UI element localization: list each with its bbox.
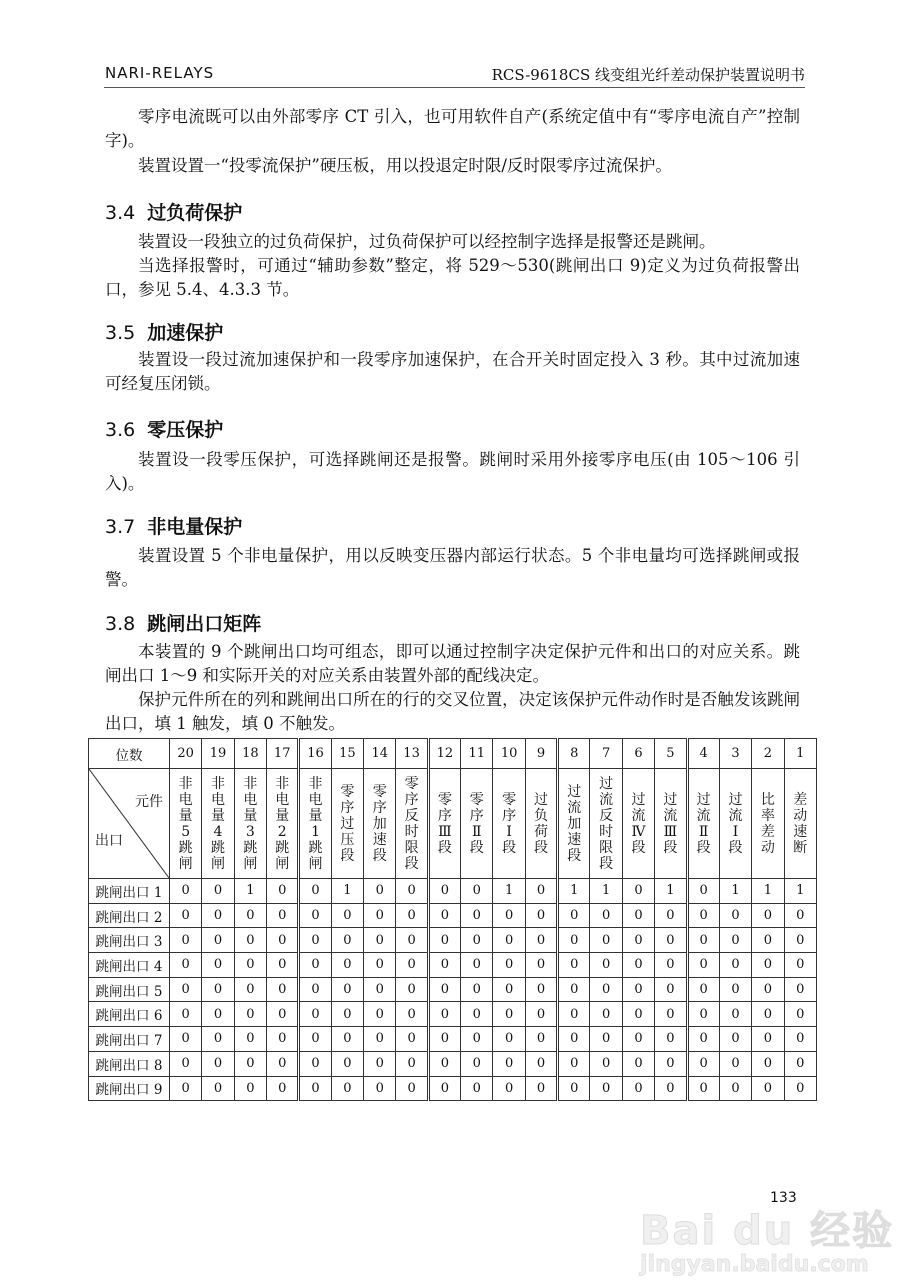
matrix-value: 0	[234, 1051, 266, 1076]
matrix-value: 0	[364, 928, 396, 953]
table-row	[89, 977, 817, 1002]
matrix-value: 0	[493, 1002, 525, 1027]
matrix-value: 0	[622, 1051, 654, 1076]
header-brand: NARI-RELAYS	[105, 64, 215, 82]
matrix-value: 0	[267, 977, 299, 1002]
output-label: 出口	[95, 833, 123, 849]
diagonal-line	[89, 769, 169, 878]
matrix-value: 0	[622, 1027, 654, 1052]
component-name	[170, 769, 202, 879]
matrix-value: 0	[752, 1076, 784, 1101]
matrix-value: 0	[267, 879, 299, 904]
component-name	[234, 769, 266, 879]
component-name	[364, 769, 396, 879]
matrix-value: 0	[461, 1051, 493, 1076]
bit-number: 4	[687, 739, 719, 769]
component-text: 零序反时限段	[404, 775, 419, 872]
matrix-value: 0	[525, 903, 557, 928]
matrix-value: 0	[493, 1027, 525, 1052]
matrix-value: 0	[655, 903, 687, 928]
bit-number: 8	[558, 739, 590, 769]
matrix-value: 0	[558, 928, 590, 953]
matrix-value: 0	[687, 903, 719, 928]
paragraph: 装置设置一“投零流保护”硬压板，用以投退定时限/反时限零序过流保护。	[138, 156, 672, 175]
matrix-value: 0	[655, 1027, 687, 1052]
component-row	[89, 769, 817, 879]
matrix-value: 0	[590, 1076, 622, 1101]
output-name: 跳闸出口 8	[89, 1051, 170, 1076]
matrix-value: 0	[299, 1027, 331, 1052]
matrix-value: 0	[558, 1002, 590, 1027]
matrix-value: 0	[558, 977, 590, 1002]
component-name	[687, 769, 719, 879]
trip-output-matrix-table	[88, 738, 817, 1101]
matrix-value: 0	[655, 953, 687, 978]
watermark-url: jingyan.baidu.com	[640, 1252, 869, 1277]
diagonal-header-cell	[89, 769, 170, 879]
matrix-value: 0	[590, 928, 622, 953]
matrix-value: 0	[719, 1051, 751, 1076]
matrix-value: 0	[170, 903, 202, 928]
matrix-value: 0	[299, 928, 331, 953]
matrix-value: 0	[558, 1051, 590, 1076]
component-text: 比率差动	[760, 791, 775, 856]
component-text: 非电量4跳闸	[211, 775, 226, 872]
matrix-value: 0	[622, 1002, 654, 1027]
matrix-value: 0	[493, 977, 525, 1002]
matrix-value: 0	[655, 928, 687, 953]
matrix-value: 0	[590, 903, 622, 928]
matrix-value: 0	[558, 1076, 590, 1101]
bit-number: 20	[170, 739, 202, 769]
bit-number: 5	[655, 739, 687, 769]
component-text: 零序Ⅲ段	[437, 791, 452, 856]
component-name	[461, 769, 493, 879]
section-heading: 3.4 过负荷保护	[105, 202, 243, 224]
matrix-value: 0	[590, 1002, 622, 1027]
matrix-value: 0	[364, 1051, 396, 1076]
matrix-value: 0	[299, 1076, 331, 1101]
output-name: 跳闸出口 3	[89, 928, 170, 953]
paragraph: 当选择报警时，可通过“辅助参数”整定，将 529～530(跳闸出口 9)定义为过负荷报警出口，参见 5.4、4.3.3 节。	[105, 256, 800, 299]
component-text: 过负荷段	[533, 791, 548, 856]
output-name: 跳闸出口 6	[89, 1002, 170, 1027]
matrix-value: 0	[331, 953, 363, 978]
bit-number: 10	[493, 739, 525, 769]
matrix-value: 0	[428, 1027, 460, 1052]
matrix-value: 0	[784, 928, 816, 953]
bit-number: 9	[525, 739, 557, 769]
bit-number: 17	[267, 739, 299, 769]
component-name	[655, 769, 687, 879]
matrix-value: 0	[461, 1076, 493, 1101]
matrix-value: 0	[364, 903, 396, 928]
table-row	[89, 1002, 817, 1027]
matrix-value: 0	[428, 1051, 460, 1076]
component-text: 零序过压段	[340, 783, 355, 864]
matrix-value: 0	[687, 1076, 719, 1101]
matrix-value: 0	[331, 1002, 363, 1027]
component-name	[202, 769, 234, 879]
matrix-value: 0	[719, 928, 751, 953]
component-text: 过流反时限段	[599, 775, 614, 872]
matrix-value: 1	[719, 879, 751, 904]
matrix-value: 0	[784, 903, 816, 928]
matrix-value: 0	[784, 1051, 816, 1076]
component-text: 零序Ⅱ段	[469, 791, 484, 856]
table-row	[89, 1027, 817, 1052]
matrix-value: 1	[331, 879, 363, 904]
component-text: 非电量1跳闸	[308, 775, 323, 872]
matrix-value: 0	[331, 903, 363, 928]
component-name	[525, 769, 557, 879]
component-text: 过流Ⅱ段	[696, 791, 711, 856]
matrix-value: 0	[461, 928, 493, 953]
matrix-value: 0	[234, 903, 266, 928]
matrix-value: 0	[234, 1027, 266, 1052]
matrix-value: 1	[784, 879, 816, 904]
matrix-value: 0	[493, 953, 525, 978]
matrix-value: 0	[267, 953, 299, 978]
matrix-value: 0	[299, 977, 331, 1002]
matrix-value: 0	[784, 977, 816, 1002]
bit-number: 13	[396, 739, 428, 769]
matrix-value: 0	[687, 928, 719, 953]
matrix-value: 0	[461, 1002, 493, 1027]
section-heading: 3.5 加速保护	[105, 322, 224, 344]
matrix-value: 0	[396, 903, 428, 928]
matrix-value: 0	[525, 1051, 557, 1076]
matrix-value: 0	[525, 953, 557, 978]
matrix-value: 0	[687, 1002, 719, 1027]
matrix-value: 0	[331, 928, 363, 953]
matrix-value: 0	[493, 928, 525, 953]
matrix-value: 0	[461, 953, 493, 978]
component-name	[396, 769, 428, 879]
component-name	[267, 769, 299, 879]
matrix-value: 0	[622, 1076, 654, 1101]
component-text: 过流Ⅳ段	[631, 791, 646, 856]
matrix-value: 0	[331, 1076, 363, 1101]
section-heading: 3.8 跳闸出口矩阵	[105, 613, 262, 635]
matrix-value: 0	[752, 977, 784, 1002]
matrix-value: 0	[202, 1051, 234, 1076]
component-name	[331, 769, 363, 879]
watermark-brand: Bai du 经验	[640, 1208, 895, 1254]
matrix-value: 0	[687, 879, 719, 904]
matrix-value: 0	[170, 1002, 202, 1027]
matrix-value: 0	[752, 1002, 784, 1027]
matrix-value: 0	[461, 977, 493, 1002]
component-text: 过流加速段	[567, 783, 582, 864]
matrix-value: 0	[234, 953, 266, 978]
matrix-value: 0	[622, 879, 654, 904]
matrix-value: 0	[234, 1076, 266, 1101]
matrix-value: 0	[428, 977, 460, 1002]
matrix-value: 0	[170, 1051, 202, 1076]
matrix-value: 0	[299, 953, 331, 978]
matrix-value: 1	[558, 879, 590, 904]
matrix-value: 0	[202, 977, 234, 1002]
matrix-value: 1	[752, 879, 784, 904]
matrix-value: 0	[525, 879, 557, 904]
matrix-value: 0	[525, 1076, 557, 1101]
matrix-value: 0	[622, 928, 654, 953]
matrix-value: 0	[558, 903, 590, 928]
matrix-value: 0	[719, 903, 751, 928]
matrix-value: 0	[364, 879, 396, 904]
bit-number: 7	[590, 739, 622, 769]
bit-number: 6	[622, 739, 654, 769]
header-divider	[104, 87, 805, 88]
component-text: 非电量2跳闸	[275, 775, 290, 872]
matrix-value: 0	[655, 1002, 687, 1027]
matrix-value: 1	[234, 879, 266, 904]
table-row	[89, 953, 817, 978]
matrix-value: 0	[202, 879, 234, 904]
matrix-value: 0	[752, 903, 784, 928]
section-heading: 3.6 零压保护	[105, 419, 224, 441]
matrix-value: 0	[364, 1002, 396, 1027]
matrix-value: 0	[752, 928, 784, 953]
section-heading: 3.7 非电量保护	[105, 516, 243, 538]
matrix-value: 0	[202, 903, 234, 928]
output-name: 跳闸出口 9	[89, 1076, 170, 1101]
matrix-value: 0	[364, 1076, 396, 1101]
component-name	[299, 769, 331, 879]
matrix-value: 0	[655, 1051, 687, 1076]
matrix-value: 0	[428, 1002, 460, 1027]
component-name	[590, 769, 622, 879]
matrix-value: 0	[719, 953, 751, 978]
matrix-value: 0	[396, 928, 428, 953]
matrix-value: 0	[655, 1076, 687, 1101]
component-text: 过流Ⅲ段	[663, 791, 678, 856]
matrix-value: 0	[428, 879, 460, 904]
matrix-value: 0	[202, 953, 234, 978]
matrix-value: 0	[719, 977, 751, 1002]
matrix-value: 0	[170, 1076, 202, 1101]
matrix-value: 0	[267, 928, 299, 953]
matrix-value: 0	[428, 1076, 460, 1101]
bit-number: 18	[234, 739, 266, 769]
matrix-value: 0	[525, 1002, 557, 1027]
matrix-value: 1	[493, 879, 525, 904]
matrix-value: 0	[170, 879, 202, 904]
bit-number: 12	[428, 739, 460, 769]
matrix-value: 0	[202, 1027, 234, 1052]
matrix-value: 0	[525, 977, 557, 1002]
matrix-value: 0	[752, 1027, 784, 1052]
component-text: 零序加速段	[372, 783, 387, 864]
matrix-value: 0	[267, 1051, 299, 1076]
matrix-value: 0	[396, 879, 428, 904]
output-name: 跳闸出口 2	[89, 903, 170, 928]
matrix-value: 0	[170, 977, 202, 1002]
matrix-value: 0	[752, 953, 784, 978]
paragraph: 装置设一段独立的过负荷保护，过负荷保护可以经控制字选择是报警还是跳闸。	[138, 232, 716, 251]
matrix-value: 0	[396, 953, 428, 978]
bit-number: 16	[299, 739, 331, 769]
matrix-value: 0	[364, 1027, 396, 1052]
matrix-value: 0	[590, 953, 622, 978]
matrix-value: 0	[784, 1027, 816, 1052]
matrix-value: 0	[396, 1076, 428, 1101]
matrix-value: 0	[299, 903, 331, 928]
output-name: 跳闸出口 4	[89, 953, 170, 978]
matrix-value: 0	[364, 977, 396, 1002]
matrix-value: 0	[622, 903, 654, 928]
bit-row	[89, 739, 817, 769]
matrix-value: 0	[493, 1076, 525, 1101]
table-row	[89, 879, 817, 904]
matrix-value: 0	[234, 1002, 266, 1027]
matrix-value: 0	[784, 953, 816, 978]
matrix-value: 0	[622, 977, 654, 1002]
matrix-value: 0	[234, 928, 266, 953]
component-text: 差动速断	[793, 791, 808, 856]
matrix-value: 0	[687, 1051, 719, 1076]
matrix-value: 0	[655, 977, 687, 1002]
paragraph: 零序电流既可以由外部零序 CT 引入，也可用软件自产(系统定值中有“零序电流自产”控制字)。	[105, 107, 800, 150]
matrix-value: 0	[396, 1051, 428, 1076]
matrix-value: 0	[299, 1051, 331, 1076]
matrix-value: 0	[428, 903, 460, 928]
component-label: 元件	[135, 794, 163, 810]
bit-number: 15	[331, 739, 363, 769]
matrix-value: 0	[784, 1002, 816, 1027]
bit-number: 1	[784, 739, 816, 769]
matrix-value: 0	[590, 1027, 622, 1052]
bit-number: 2	[752, 739, 784, 769]
component-text: 非电量3跳闸	[243, 775, 258, 872]
matrix-value: 0	[687, 977, 719, 1002]
component-text: 零序Ⅰ段	[502, 791, 517, 856]
page-number: 133	[770, 1190, 797, 1206]
matrix-value: 0	[687, 1027, 719, 1052]
matrix-value: 0	[202, 1076, 234, 1101]
matrix-value: 0	[299, 879, 331, 904]
matrix-value: 0	[525, 1027, 557, 1052]
matrix-value: 0	[331, 977, 363, 1002]
matrix-value: 0	[202, 928, 234, 953]
matrix-value: 0	[331, 1051, 363, 1076]
bit-number: 11	[461, 739, 493, 769]
matrix-value: 0	[428, 928, 460, 953]
table-row	[89, 1076, 817, 1101]
matrix-value: 0	[267, 1076, 299, 1101]
matrix-value: 0	[267, 1002, 299, 1027]
matrix-value: 0	[170, 953, 202, 978]
matrix-value: 0	[267, 1027, 299, 1052]
matrix-value: 0	[461, 879, 493, 904]
matrix-value: 0	[396, 977, 428, 1002]
matrix-value: 0	[558, 953, 590, 978]
matrix-value: 0	[234, 977, 266, 1002]
matrix-value: 0	[396, 1027, 428, 1052]
matrix-value: 0	[331, 1027, 363, 1052]
bit-number: 3	[719, 739, 751, 769]
output-name: 跳闸出口 5	[89, 977, 170, 1002]
table-row	[89, 1051, 817, 1076]
bit-label: 位数	[89, 739, 170, 769]
component-name	[719, 769, 751, 879]
matrix-value: 0	[170, 1027, 202, 1052]
matrix-value: 0	[493, 1051, 525, 1076]
output-name: 跳闸出口 7	[89, 1027, 170, 1052]
matrix-value: 0	[267, 903, 299, 928]
component-name	[784, 769, 816, 879]
matrix-value: 0	[752, 1051, 784, 1076]
matrix-value: 0	[719, 1027, 751, 1052]
matrix-value: 0	[364, 953, 396, 978]
header-doc-title: RCS-9618CS 线变组光纤差动保护装置说明书	[491, 66, 805, 84]
matrix-value: 0	[202, 1002, 234, 1027]
component-name	[493, 769, 525, 879]
matrix-value: 0	[558, 1027, 590, 1052]
matrix-value: 0	[719, 1002, 751, 1027]
matrix-value: 0	[719, 1076, 751, 1101]
component-name	[752, 769, 784, 879]
matrix-value: 0	[687, 953, 719, 978]
matrix-value: 0	[622, 953, 654, 978]
paragraph: 装置设一段过流加速保护和一段零序加速保护，在合开关时固定投入 3 秒。其中过流加速可经复压闭锁。	[105, 350, 800, 393]
matrix-value: 0	[590, 1051, 622, 1076]
matrix-value: 0	[590, 977, 622, 1002]
paragraph: 装置设一段零压保护，可选择跳闸还是报警。跳闸时采用外接零序电压(由 105～106 引入)。	[105, 450, 800, 493]
matrix-value: 1	[655, 879, 687, 904]
component-name	[622, 769, 654, 879]
matrix-value: 0	[784, 1076, 816, 1101]
component-name	[428, 769, 460, 879]
matrix-value: 0	[428, 953, 460, 978]
matrix-value: 0	[493, 903, 525, 928]
component-name	[558, 769, 590, 879]
matrix-value: 0	[170, 928, 202, 953]
matrix-value: 0	[299, 1002, 331, 1027]
table-row	[89, 928, 817, 953]
matrix-value: 0	[461, 1027, 493, 1052]
paragraph: 装置设置 5 个非电量保护，用以反映变压器内部运行状态。5 个非电量均可选择跳闸或报警。	[105, 546, 800, 589]
component-text: 非电量5跳闸	[178, 775, 193, 872]
table-row	[89, 903, 817, 928]
bit-number: 14	[364, 739, 396, 769]
matrix-value: 0	[396, 1002, 428, 1027]
paragraph: 本装置的 9 个跳闸出口均可组态，即可以通过控制字决定保护元件和出口的对应关系。跳闸出口 1～9 和实际开关的对应关系由装置外部的配线决定。	[105, 642, 800, 685]
matrix-value: 1	[590, 879, 622, 904]
bit-number: 19	[202, 739, 234, 769]
component-text: 过流Ⅰ段	[728, 791, 743, 856]
paragraph: 保护元件所在的列和跳闸出口所在的行的交叉位置，决定该保护元件动作时是否触发该跳闸出口，填 1 触发，填 0 不触发。	[105, 690, 800, 733]
baidu-watermark	[640, 1210, 894, 1278]
matrix-value: 0	[461, 903, 493, 928]
output-name: 跳闸出口 1	[89, 879, 170, 904]
matrix-value: 0	[525, 928, 557, 953]
